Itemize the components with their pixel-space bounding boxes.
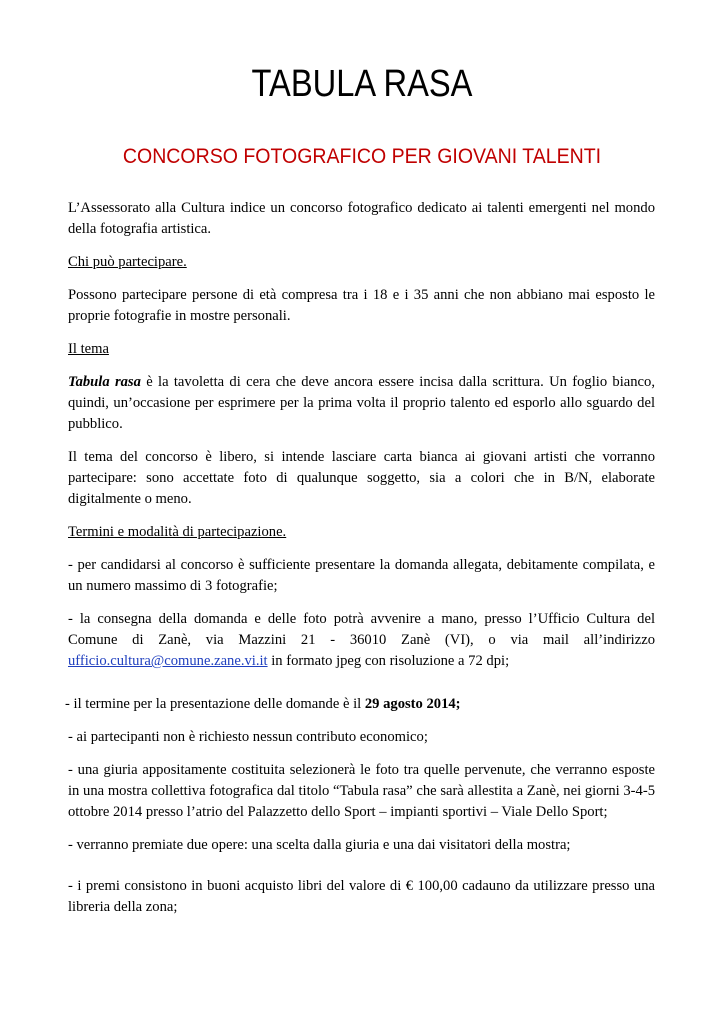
terms-heading: Termini e modalità di partecipazione. [68,524,287,540]
terms-item-3-text: - il termine per la presentazione delle domande è il [65,696,365,712]
terms-item-2 [68,609,655,672]
terms-item-5: - una giuria appositamente costituita selezionerà le foto tra quelle pervenute, che verranno esposte in una mostra collettiva fotografica dal titolo “Tabula rasa” che sarà allestita a Zanè, nei giorni 3-4-5 ottobre 2014 presso l’atrio del Palazzetto dello Sport – impianti sportivi – Viale Dello Sport; [68,762,655,820]
deadline-date: 29 agosto 2014; [364,696,461,712]
terms-item-1: - per candidarsi al concorso è sufficiente presentare la domanda allegata, debitamente compilata, e un numero massimo di 3 fotografie; [68,557,655,594]
intro-paragraph: L’Assessorato alla Cultura indice un concorso fotografico dedicato ai talenti emergenti nel mondo della fotografia artistica. [68,200,655,237]
theme-heading: Il tema [68,341,109,357]
terms-item-2-tail: in formato jpeg con risoluzione a 72 dpi; [267,653,510,669]
terms-item-7: - i premi consistono in buoni acquisto libri del valore di € 100,00 cadauno da utilizzare presso una libreria della zona; [68,878,655,915]
theme-name: Tabula rasa [68,374,141,390]
document-subtitle: CONCORSO FOTOGRAFICO PER GIOVANI TALENTI [122,145,602,168]
document-title: TABULA RASA [251,63,473,105]
theme-paragraph-2: Il tema del concorso è libero, si intende lasciare carta bianca ai giovani artisti che vorranno partecipare: sono accettate foto di qualunque soggetto, sia a colori che in B/N, elaborate digitalmente o meno. [68,449,655,507]
theme-paragraph [68,372,655,435]
who-heading: Chi può partecipare. [68,254,187,270]
theme-text: è la tavoletta di cera che deve ancora essere incisa dalla scrittura. Un foglio bianco, quindi, un’occasione per esprimere per la prima volta il proprio talento ed esporlo allo sguardo del pubblico. [68,374,655,432]
terms-item-4: - ai partecipanti non è richiesto nessun contributo economico; [68,729,428,745]
who-paragraph: Possono partecipare persone di età compresa tra i 18 e i 35 anni che non abbiano mai esposto le proprie fotografie in mostre personali. [68,287,655,324]
email-link[interactable]: ufficio.cultura@comune.zane.vi.it [68,653,268,669]
terms-item-6: - verranno premiate due opere: una scelta dalla giuria e una dai visitatori della mostra; [68,837,571,853]
terms-item-2-text: - la consegna della domanda e delle foto potrà avvenire a mano, presso l’Ufficio Cultura del Comune di Zanè, via Mazzini 21 - 36010 Zanè (VI), o via mail all’indirizzo [68,611,655,648]
terms-item-3 [65,694,655,715]
document-body [65,198,655,930]
